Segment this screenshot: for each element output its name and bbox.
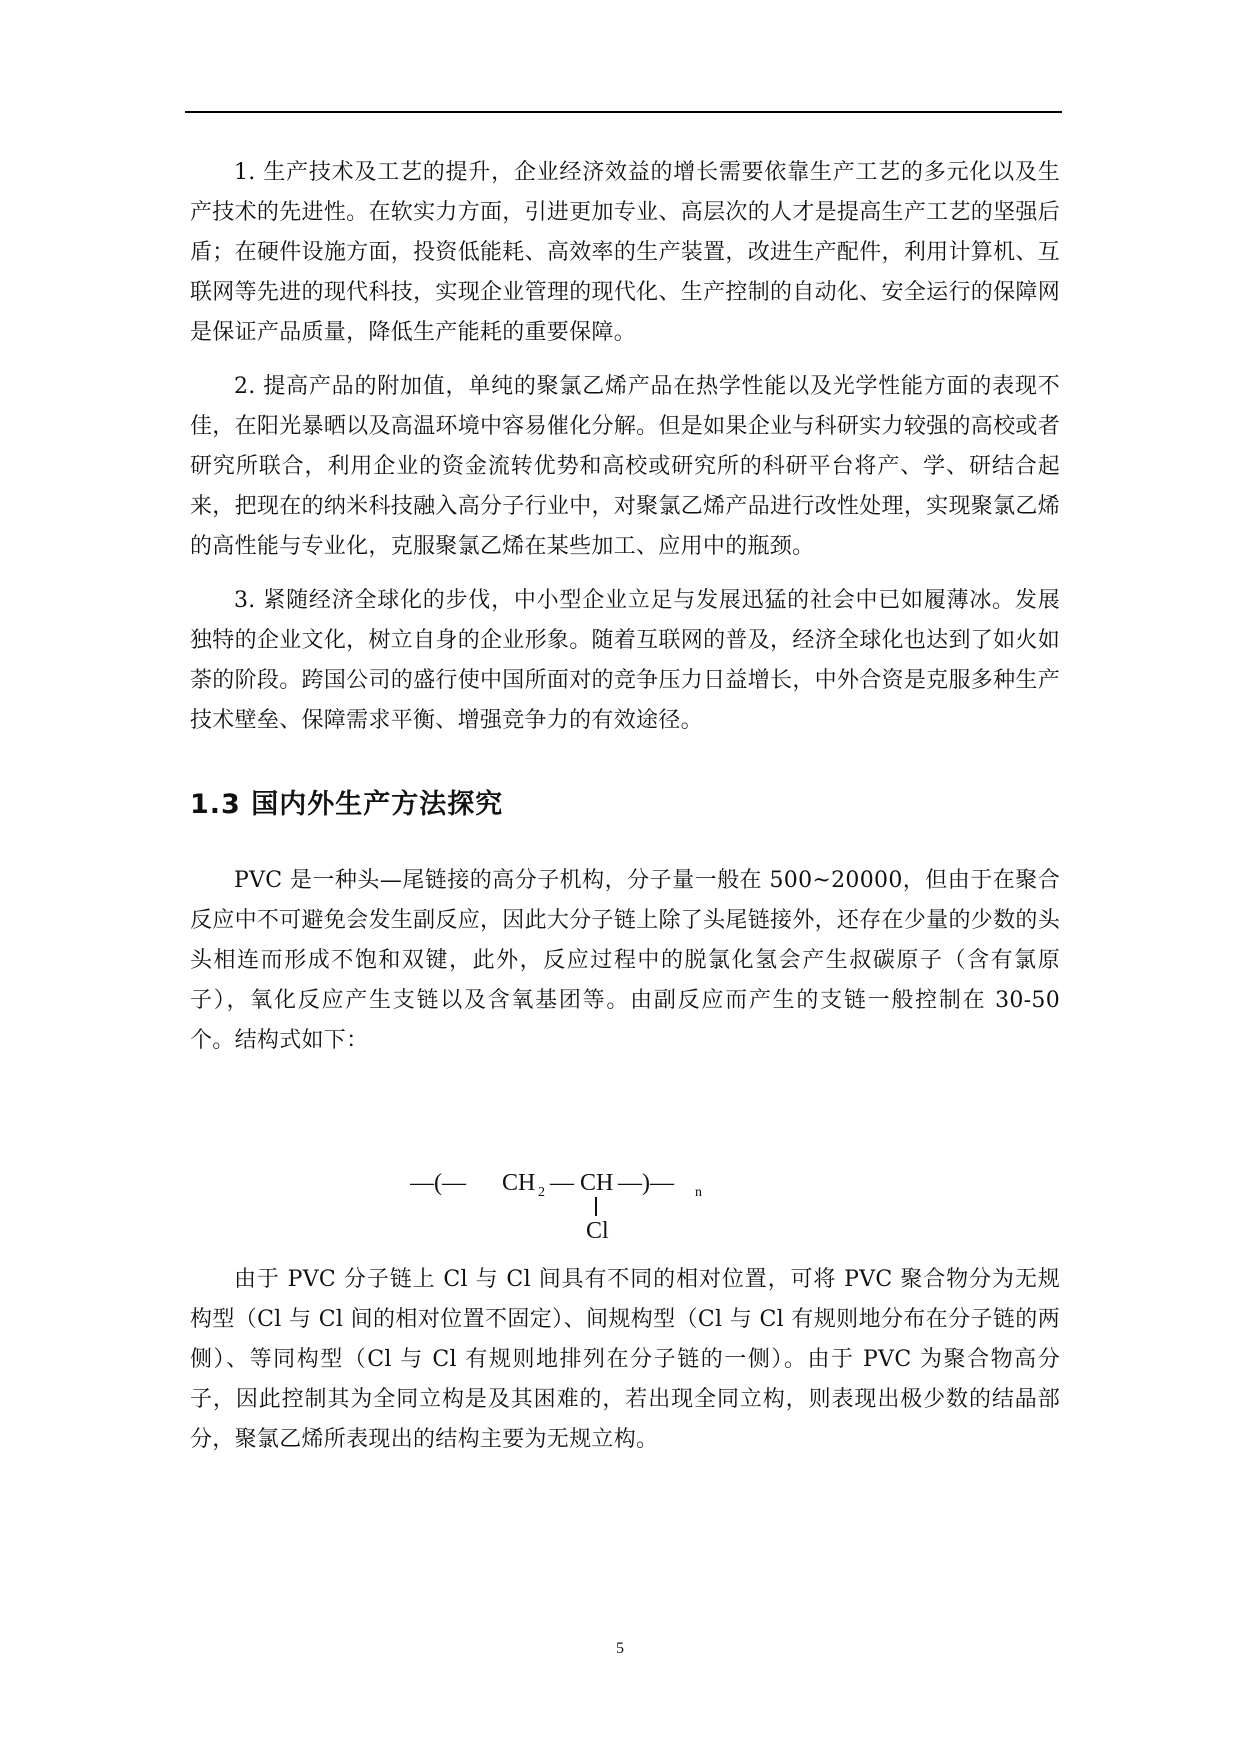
- formula-ch2-subscript: 2: [538, 1185, 545, 1200]
- formula-ch2: CH: [502, 1170, 536, 1196]
- paragraph-structure: 由于 PVC 分子链上 Cl 与 Cl 间具有不同的相对位置，可将 PVC 聚合物分为无规构型（Cl 与 Cl 间的相对位置不固定）、间规构型（Cl 与 Cl 有规则地分布在分子链的两侧）、等同构型（Cl 与 Cl 有规则地排列在分子链的一侧）。由于 PVC 为聚合物高分子，因此控制其为全同立构是及其困难的，若出现全同立构，则表现出极少数的结晶部分，聚氯乙烯所表现出的结构主要为无规立构。: [190, 1267, 1060, 1452]
- page-number: 5: [616, 1640, 624, 1657]
- formula-substituent: Cl: [586, 1218, 609, 1244]
- paragraph-2: 2. 提高产品的附加值，单纯的聚氯乙烯产品在热学性能以及光学性能方面的表现不佳，在阳光暴晒以及高温环境中容易催化分解。但是如果企业与科研实力较强的高校或者研究所联合，利用企业的资金流转优势和高校或研究所的科研平台将产、学、研结合起来，把现在的纳米科技融入高分子行业中，对聚氯乙烯产品进行改性处理，实现聚氯乙烯的高性能与专业化，克服聚氯乙烯在某些加工、应用中的瓶颈。: [190, 374, 1060, 559]
- formula-dash-mid: —: [550, 1170, 574, 1196]
- structural-formula: [410, 1150, 790, 1246]
- formula-dash-left: —(—: [410, 1170, 466, 1196]
- page-body-lower: [190, 1260, 1060, 1460]
- header-rule: [185, 111, 1062, 113]
- formula-subscript-n: n: [695, 1185, 702, 1200]
- formula-ch: CH: [580, 1170, 614, 1196]
- page-body: [190, 153, 1060, 1061]
- paragraph-3: 3. 紧随经济全球化的步伐，中小型企业立足与发展迅猛的社会中已如履薄冰。发展独特的企业文化，树立自身的企业形象。随着互联网的普及，经济全球化也达到了如火如荼的阶段。跨国公司的盛行使中国所面对的竞争压力日益增长，中外合资是克服多种生产技术壁垒、保障需求平衡、增强竞争力的有效途径。: [190, 588, 1060, 733]
- paragraph-1: 1. 生产技术及工艺的提升，企业经济效益的增长需要依靠生产工艺的多元化以及生产技术的先进性。在软实力方面，引进更加专业、高层次的人才是提高生产工艺的坚强后盾；在硬件设施方面，投资低能耗、高效率的生产装置，改进生产配件，利用计算机、互联网等先进的现代科技，实现企业管理的现代化、生产控制的自动化、安全运行的保障网是保证产品质量，降低生产能耗的重要保障。: [190, 160, 1060, 345]
- formula-dash-right: —)—: [618, 1170, 674, 1196]
- paragraph-pvc: PVC 是一种头—尾链接的高分子机构，分子量一般在 500~20000，但由于在聚合反应中不可避免会发生副反应，因此大分子链上除了头尾链接外，还存在少量的少数的头头相连而形成不饱和双键，此外，反应过程中的脱氯化氢会产生叔碳原子（含有氯原子），氧化反应产生支链以及含氧基团等。由副反应而产生的支链一般控制在 30-50 个。结构式如下：: [190, 868, 1060, 1053]
- section-heading: 1.3 国内外生产方法探究: [190, 789, 504, 820]
